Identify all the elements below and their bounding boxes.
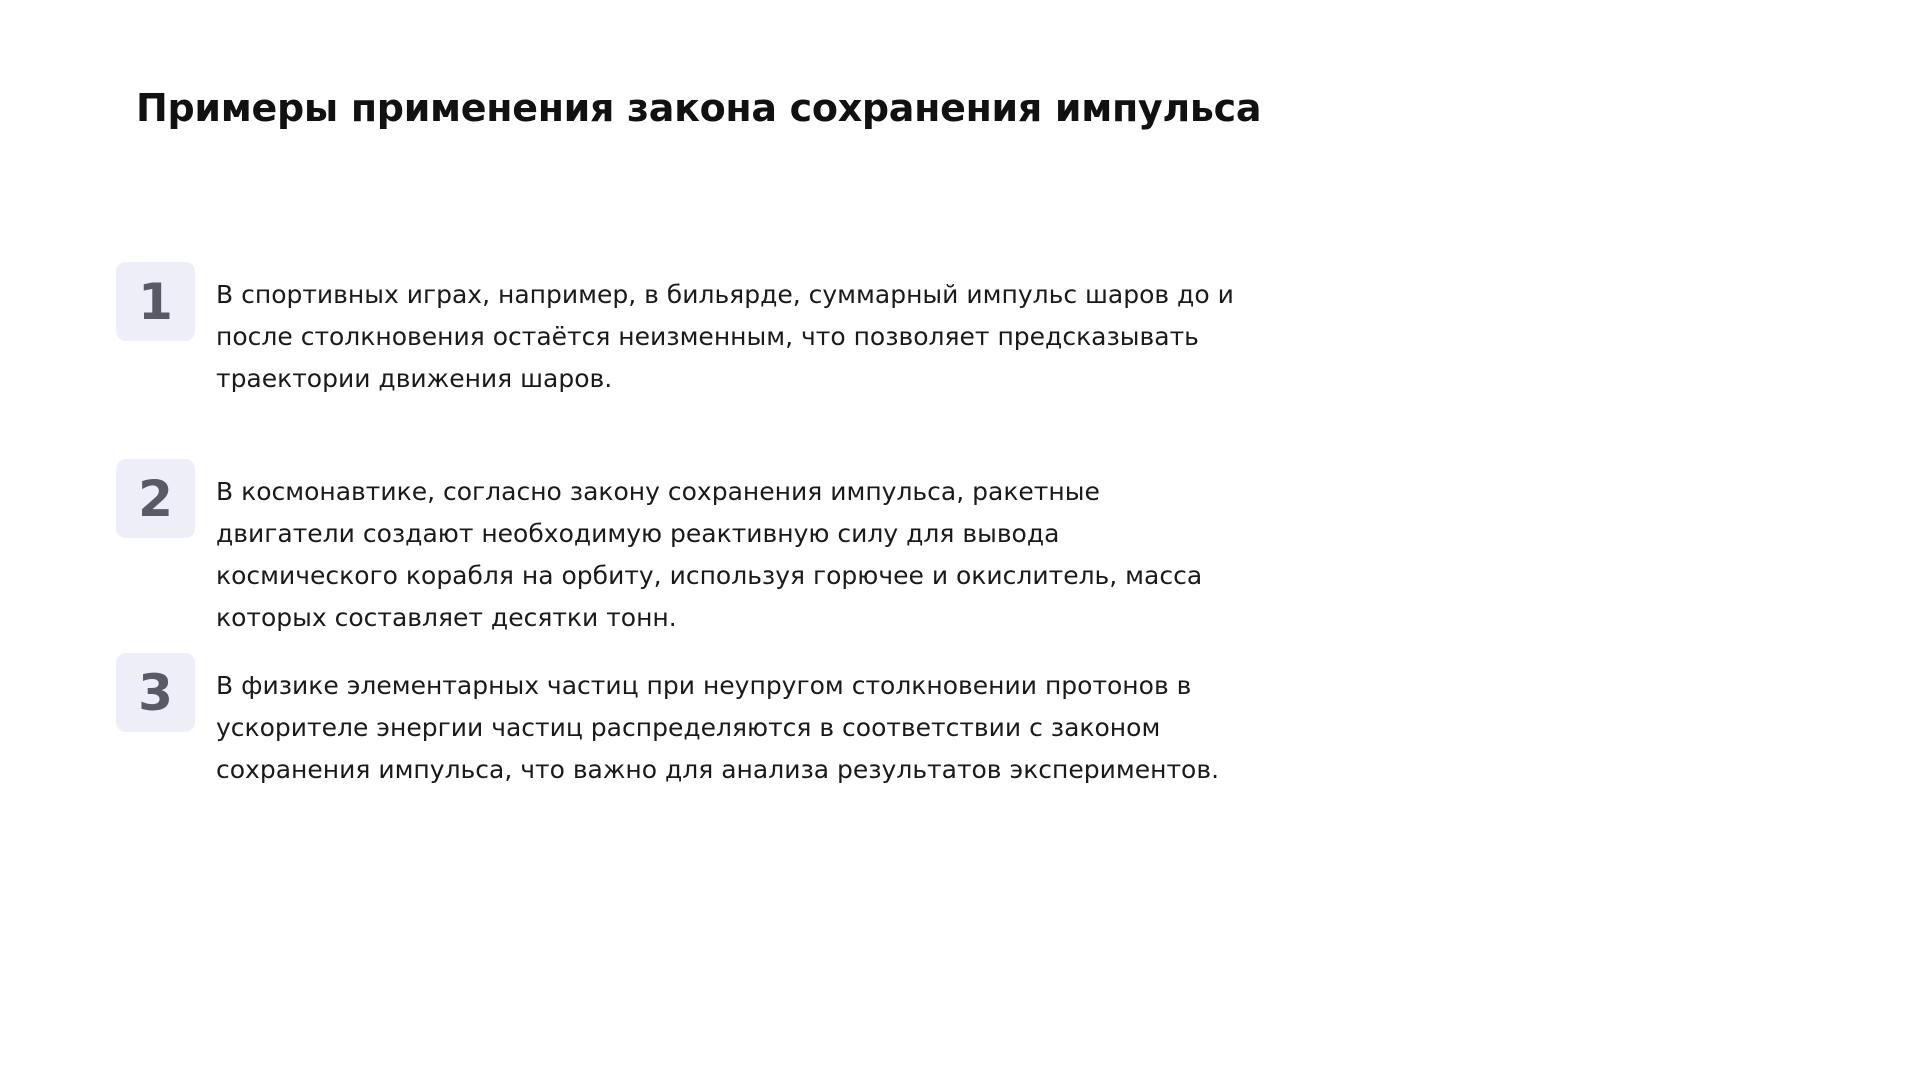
slide-title: Примеры применения закона сохранения импульса <box>136 86 1262 130</box>
number-badge: 2 <box>116 459 195 538</box>
number-badge: 3 <box>116 653 195 732</box>
item-text: В космонавтике, согласно закону сохранения импульса, ракетные двигатели создают необходимую реактивную силу для вывода космического корабля на орбиту, используя горючее и окислитель, масса которых составляет десятки тонн. <box>216 477 1203 632</box>
number-badge: 1 <box>116 262 195 341</box>
item-text: В физике элементарных частиц при неупругом столкновении протонов в ускорителе энергии частиц распределяются в соответствии с законом сохранения импульса, что важно для анализа результатов экспериментов. <box>216 671 1220 784</box>
item-text: В спортивных играх, например, в бильярде, суммарный импульс шаров до и после столкновения остаётся неизменным, что позволяет предсказывать траектории движения шаров. <box>216 280 1234 393</box>
